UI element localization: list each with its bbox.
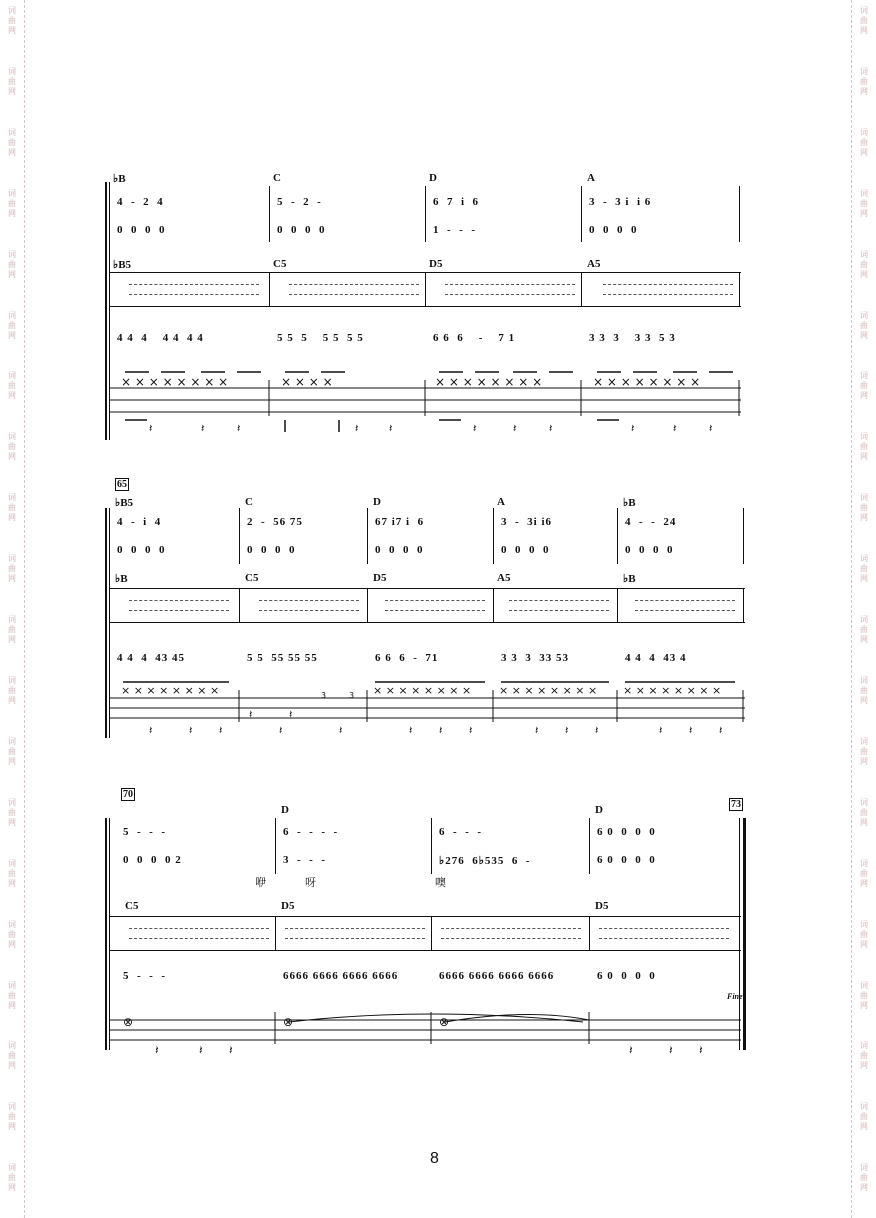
svg-text:𝄽: 𝄽 <box>389 422 393 435</box>
guitar-chord: ♭B5 <box>113 259 132 271</box>
watermark-glyph: 词 <box>8 554 16 564</box>
watermark-glyph-group <box>860 67 868 122</box>
svg-text:⊗: ⊗ <box>123 1015 134 1029</box>
watermark-glyph: 网 <box>860 330 868 340</box>
harmony-measure: 3 - - - <box>283 854 326 866</box>
svg-text:𝄽: 𝄽 <box>719 724 723 737</box>
watermark-glyph: 词 <box>860 6 868 15</box>
watermark-glyph: 网 <box>8 391 16 401</box>
svg-text:𝄽: 𝄽 <box>629 1043 633 1057</box>
watermark-glyph: 网 <box>8 939 16 949</box>
harmony-measure: 0 0 0 0 <box>375 544 424 556</box>
melody-chord: D <box>373 496 381 508</box>
watermark-glyph: 曲 <box>8 868 16 878</box>
watermark-glyph: 词 <box>8 66 16 76</box>
bass-measure: 5 5 5 5 5 5 5 <box>277 332 364 344</box>
melody-chord: ♭B <box>113 173 126 185</box>
svg-text:× × × × × × × ×: × × × × × × × × <box>121 684 220 697</box>
watermark-glyph: 网 <box>860 513 868 523</box>
melody-chord: C <box>273 172 281 184</box>
watermark-glyph: 词 <box>860 615 868 625</box>
bass-measure: 6666 6666 6666 6666 <box>439 970 555 982</box>
watermark-glyph-group <box>8 493 16 548</box>
svg-text:𝄽: 𝄽 <box>595 724 599 737</box>
watermark-glyph: 曲 <box>8 442 16 452</box>
page-number: 8 <box>430 1150 439 1167</box>
melody-measure: 2 - 56 75 <box>247 516 303 528</box>
watermark-glyph: 网 <box>860 147 868 157</box>
watermark-glyph: 词 <box>860 736 868 746</box>
bass-measure: 5 5 55 55 55 <box>247 652 318 664</box>
watermark-glyph: 词 <box>8 371 16 381</box>
watermark-glyph: 曲 <box>860 16 868 25</box>
watermark-glyph: 词 <box>8 919 16 929</box>
watermark-glyph: 曲 <box>8 929 16 939</box>
watermark-glyph: 词 <box>8 797 16 807</box>
watermark-glyph: 曲 <box>8 625 16 635</box>
svg-text:⊗: ⊗ <box>283 1015 294 1029</box>
svg-text:𝄽: 𝄽 <box>473 422 477 435</box>
guitar-staff <box>109 588 745 624</box>
watermark-glyph: 网 <box>8 86 16 96</box>
svg-text:𝄽: 𝄽 <box>339 724 343 737</box>
system-2 <box>105 478 747 738</box>
watermark-glyph: 网 <box>8 330 16 340</box>
watermark-glyph: 曲 <box>8 503 16 513</box>
watermark-glyph: 网 <box>8 513 16 523</box>
watermark-glyph: 词 <box>860 1102 868 1112</box>
harmony-measure: 1 - - - <box>433 224 476 236</box>
watermark-glyph: 曲 <box>8 320 16 330</box>
watermark-glyph: 网 <box>860 817 868 827</box>
watermark-glyph: 曲 <box>8 381 16 391</box>
watermark-glyph: 曲 <box>860 1051 868 1061</box>
watermark-glyph: 词 <box>860 127 868 137</box>
svg-text:𝄽: 𝄽 <box>409 724 413 737</box>
bass-measure: 4 4 4 4 4 4 4 <box>117 332 204 344</box>
bass-measure: 3 3 3 3 3 5 3 <box>589 332 676 344</box>
harmony-measure: ♭276 6♭535 6 - <box>439 854 531 867</box>
svg-text:𝄽: 𝄽 <box>565 724 569 737</box>
watermark-glyph: 曲 <box>8 16 16 25</box>
guitar-chord: D5 <box>429 258 443 270</box>
svg-text:𝄽: 𝄽 <box>201 422 205 435</box>
melody-measure: 67 i7 i 6 <box>375 516 425 528</box>
watermark-glyph: 曲 <box>860 503 868 513</box>
watermark-glyph: 曲 <box>860 1173 868 1183</box>
drum-staff <box>109 998 745 1058</box>
svg-text:𝄽: 𝄽 <box>249 708 253 721</box>
svg-text:× × × × × × × ×: × × × × × × × × <box>623 684 722 697</box>
watermark-glyph: 曲 <box>860 137 868 147</box>
harmony-measure: 0 0 0 0 <box>277 224 326 236</box>
guitar-chord: C5 <box>245 572 259 584</box>
watermark-glyph: 曲 <box>860 625 868 635</box>
watermark-glyph: 词 <box>860 554 868 564</box>
harmony-measure: 0 0 0 0 2 <box>123 854 182 866</box>
svg-text:3: 3 <box>349 691 355 700</box>
melody-measure: 6 - - - <box>439 826 482 838</box>
svg-text:𝄽: 𝄽 <box>149 422 153 435</box>
watermark-glyph: 网 <box>8 147 16 157</box>
watermark-glyph: 网 <box>860 452 868 462</box>
melody-chord: ♭B <box>623 497 636 509</box>
watermark-glyph: 词 <box>860 310 868 320</box>
watermark-glyph-group <box>860 737 868 792</box>
guitar-chord: D5 <box>373 572 387 584</box>
melody-measure: 3 - 3i i6 <box>501 516 553 528</box>
watermark-glyph-group <box>8 250 16 305</box>
svg-text:𝄽: 𝄽 <box>229 1043 233 1057</box>
watermark-glyph: 词 <box>8 1163 16 1173</box>
measure-number: 65 <box>117 479 127 490</box>
svg-text:𝄽: 𝄽 <box>689 724 693 737</box>
watermark-glyph: 词 <box>860 249 868 259</box>
svg-text:𝄽: 𝄽 <box>669 1043 673 1057</box>
fine-label: Fine <box>727 992 743 1001</box>
harmony-measure: 0 0 0 0 <box>117 544 166 556</box>
svg-text:𝄽: 𝄽 <box>355 422 359 435</box>
watermark-glyph: 网 <box>8 635 16 645</box>
watermark-glyph: 曲 <box>8 259 16 269</box>
watermark-glyph: 网 <box>860 86 868 96</box>
watermark-glyph: 网 <box>860 208 868 218</box>
watermark-glyph-group <box>8 859 16 914</box>
bass-measure: 6666 6666 6666 6666 <box>283 970 399 982</box>
watermark-glyph-group <box>860 798 868 853</box>
svg-text:𝄽: 𝄽 <box>149 724 153 737</box>
guitar-chord: C5 <box>273 258 287 270</box>
watermark-glyph-group <box>8 128 16 183</box>
watermark-glyph: 词 <box>860 493 868 503</box>
svg-text:𝄽: 𝄽 <box>673 422 677 435</box>
watermark-glyph-group <box>8 737 16 792</box>
watermark-glyph: 网 <box>8 1122 16 1132</box>
watermark-glyph: 词 <box>8 1041 16 1051</box>
guitar-chord: D5 <box>595 900 609 912</box>
svg-text:3: 3 <box>321 691 327 700</box>
watermark-glyph: 词 <box>860 432 868 442</box>
watermark-glyph: 曲 <box>8 564 16 574</box>
melody-measure: 5 - 2 - <box>277 196 322 208</box>
svg-text:𝄽: 𝄽 <box>699 1043 703 1057</box>
watermark-glyph: 网 <box>860 1183 868 1193</box>
melody-chord: D <box>429 172 437 184</box>
watermark-glyph: 曲 <box>860 807 868 817</box>
watermark-glyph-group <box>860 554 868 609</box>
watermark-glyph: 曲 <box>8 137 16 147</box>
watermark-glyph-group <box>860 493 868 548</box>
watermark-glyph: 曲 <box>860 685 868 695</box>
lyric: 呀 <box>305 876 316 889</box>
watermark-glyph: 网 <box>860 1122 868 1132</box>
harmony-measure: 0 0 0 0 <box>625 544 674 556</box>
watermark-glyph-group <box>860 128 868 183</box>
watermark-glyph: 网 <box>8 208 16 218</box>
guitar-chord: ♭B <box>115 573 128 585</box>
svg-text:𝄽: 𝄽 <box>631 422 635 435</box>
lyric: 噢 <box>435 876 446 889</box>
svg-text:𝄽: 𝄽 <box>535 724 539 737</box>
watermark-glyph: 网 <box>8 574 16 584</box>
watermark-glyph: 网 <box>8 269 16 279</box>
watermark-glyph: 曲 <box>8 198 16 208</box>
svg-text:𝄽: 𝄽 <box>469 724 473 737</box>
watermark-glyph: 词 <box>8 6 16 15</box>
watermark-glyph-group <box>860 6 868 61</box>
svg-text:𝄽: 𝄽 <box>219 724 223 737</box>
watermark-glyph: 网 <box>8 1183 16 1193</box>
melody-chord: A <box>587 172 595 184</box>
watermark-glyph: 词 <box>8 493 16 503</box>
watermark-glyph-group <box>860 371 868 426</box>
watermark-glyph: 曲 <box>8 746 16 756</box>
melody-measure: 3 - 3 i i 6 <box>589 196 652 208</box>
watermark-glyph: 词 <box>8 615 16 625</box>
watermark-glyph: 曲 <box>8 76 16 86</box>
watermark-glyph: 网 <box>860 756 868 766</box>
melody-chord: C <box>245 496 253 508</box>
watermark-glyph: 曲 <box>860 746 868 756</box>
watermark-glyph: 曲 <box>8 990 16 1000</box>
watermark-glyph: 词 <box>860 919 868 929</box>
watermark-glyph-group <box>8 371 16 426</box>
guitar-chord: C5 <box>125 900 139 912</box>
svg-text:𝄽: 𝄽 <box>189 724 193 737</box>
watermark-glyph: 曲 <box>860 442 868 452</box>
melody-chord: D <box>281 804 289 816</box>
svg-text:× × × × × × × ×: × × × × × × × × <box>593 375 701 389</box>
watermark-glyph: 词 <box>8 310 16 320</box>
watermark-glyph-group <box>8 1163 16 1218</box>
melody-chord: A <box>497 496 505 508</box>
watermark-glyph-group <box>8 311 16 366</box>
watermark-glyph: 曲 <box>860 1112 868 1122</box>
watermark-glyph-group <box>860 189 868 244</box>
bass-measure: 5 - - - <box>123 970 166 982</box>
watermark-glyph: 词 <box>8 1102 16 1112</box>
system-3 <box>105 788 747 1060</box>
guitar-chord: A5 <box>497 572 511 584</box>
svg-text:𝄽: 𝄽 <box>199 1043 203 1057</box>
watermark-glyph: 词 <box>8 858 16 868</box>
watermark-glyph-group <box>860 859 868 914</box>
drum-staff <box>109 678 749 738</box>
watermark-glyph: 词 <box>8 188 16 198</box>
watermark-glyph-group <box>860 432 868 487</box>
melody-measure: 6 - - - - <box>283 826 339 838</box>
watermark-glyph: 曲 <box>8 685 16 695</box>
guitar-chord: ♭B <box>623 573 636 585</box>
watermark-glyph: 网 <box>8 1061 16 1071</box>
guitar-chord: D5 <box>281 900 295 912</box>
watermark-glyph-group <box>860 250 868 305</box>
watermark-glyph: 网 <box>860 269 868 279</box>
svg-text:⊗: ⊗ <box>439 1015 450 1029</box>
svg-text:𝄽: 𝄽 <box>549 422 553 435</box>
watermark-glyph: 网 <box>8 695 16 705</box>
watermark-glyph: 词 <box>8 432 16 442</box>
svg-text:𝄽: 𝄽 <box>439 724 443 737</box>
watermark-glyph: 网 <box>8 878 16 888</box>
harmony-measure: 0 0 0 0 <box>501 544 550 556</box>
watermark-glyph: 网 <box>860 939 868 949</box>
watermark-glyph: 曲 <box>860 381 868 391</box>
svg-text:𝄽: 𝄽 <box>237 422 241 435</box>
watermark-glyph: 词 <box>860 188 868 198</box>
watermark-glyph-group <box>8 798 16 853</box>
watermark-glyph: 词 <box>8 675 16 685</box>
measure-number: 70 <box>123 789 133 800</box>
watermark-glyph: 曲 <box>860 929 868 939</box>
watermark-glyph: 词 <box>8 736 16 746</box>
watermark-glyph-group <box>8 615 16 670</box>
watermark-glyph-group <box>8 1102 16 1157</box>
watermark-glyph-group <box>860 1041 868 1096</box>
bass-measure: 3 3 3 33 53 <box>501 652 569 664</box>
watermark-glyph: 曲 <box>8 1051 16 1061</box>
watermark-glyph-group <box>860 615 868 670</box>
watermark-glyph-group <box>8 6 16 61</box>
watermark-glyph: 词 <box>860 797 868 807</box>
bass-measure: 4 4 4 43 45 <box>117 652 185 664</box>
watermark-glyph-group <box>860 1163 868 1218</box>
watermark-glyph: 曲 <box>860 868 868 878</box>
watermark-glyph: 词 <box>8 980 16 990</box>
watermark-glyph-group <box>860 920 868 975</box>
watermark-glyph-group <box>860 981 868 1036</box>
bass-measure: 4 4 4 43 4 <box>625 652 687 664</box>
watermark-glyph: 网 <box>8 452 16 462</box>
melody-chord: ♭B5 <box>115 497 134 509</box>
bass-measure: 6 6 6 - 7 1 <box>433 332 516 344</box>
lyric: 咿 <box>255 876 266 889</box>
watermark-glyph: 曲 <box>860 259 868 269</box>
watermark-glyph: 网 <box>8 26 16 35</box>
watermark-glyph: 曲 <box>8 807 16 817</box>
watermark-glyph: 曲 <box>860 198 868 208</box>
watermark-glyph: 词 <box>860 980 868 990</box>
svg-text:𝄽: 𝄽 <box>513 422 517 435</box>
harmony-measure: 6 0 0 0 0 <box>597 854 656 866</box>
svg-text:× × × × × × × ×: × × × × × × × × <box>121 375 229 389</box>
watermark-glyph: 网 <box>860 391 868 401</box>
watermark-glyph: 网 <box>860 695 868 705</box>
melody-measure: 6 0 0 0 0 <box>597 826 656 838</box>
watermark-glyph: 网 <box>860 878 868 888</box>
svg-text:× × × × × × × ×: × × × × × × × × <box>435 375 543 389</box>
system-1 <box>105 168 747 440</box>
watermark-glyph-group <box>860 311 868 366</box>
watermark-glyph: 曲 <box>860 76 868 86</box>
watermark-glyph-group <box>860 676 868 731</box>
drum-staff <box>109 366 745 440</box>
svg-text:× × × × × × × ×: × × × × × × × × <box>373 684 472 697</box>
watermark-glyph: 网 <box>860 574 868 584</box>
watermark-glyph-group <box>8 554 16 609</box>
melody-measure: 5 - - - <box>123 826 166 838</box>
watermark-glyph: 曲 <box>860 564 868 574</box>
watermark-right <box>851 0 876 1218</box>
watermark-glyph: 词 <box>860 66 868 76</box>
watermark-glyph: 网 <box>860 635 868 645</box>
watermark-glyph-group <box>8 432 16 487</box>
guitar-staff <box>109 272 741 308</box>
svg-text:𝄽: 𝄽 <box>279 724 283 737</box>
watermark-glyph-group <box>8 67 16 122</box>
watermark-glyph: 词 <box>860 1041 868 1051</box>
watermark-glyph-group <box>8 920 16 975</box>
watermark-left <box>0 0 25 1218</box>
watermark-glyph: 网 <box>860 26 868 35</box>
svg-text:× × × ×: × × × × <box>281 375 333 389</box>
watermark-glyph: 词 <box>860 1163 868 1173</box>
watermark-glyph: 网 <box>8 756 16 766</box>
watermark-glyph: 网 <box>8 817 16 827</box>
melody-measure: 4 - 2 4 <box>117 196 164 208</box>
svg-text:𝄽: 𝄽 <box>155 1043 159 1057</box>
watermark-glyph-group <box>8 1041 16 1096</box>
svg-text:𝄽: 𝄽 <box>659 724 663 737</box>
watermark-glyph: 曲 <box>8 1173 16 1183</box>
bass-measure: 6 0 0 0 0 <box>597 970 656 982</box>
svg-text:× × × × × × × ×: × × × × × × × × <box>499 684 598 697</box>
watermark-glyph: 词 <box>860 371 868 381</box>
watermark-glyph: 网 <box>860 1061 868 1071</box>
watermark-glyph: 网 <box>860 1000 868 1010</box>
melody-measure: 4 - - 24 <box>625 516 677 528</box>
melody-measure: 6 7 i 6 <box>433 196 480 208</box>
watermark-glyph: 曲 <box>8 1112 16 1122</box>
bass-measure: 6 6 6 - 71 <box>375 652 439 664</box>
watermark-glyph-group <box>8 189 16 244</box>
harmony-measure: 0 0 0 0 <box>589 224 638 236</box>
harmony-measure: 0 0 0 0 <box>117 224 166 236</box>
watermark-glyph: 词 <box>860 675 868 685</box>
watermark-glyph-group <box>8 981 16 1036</box>
svg-text:𝄽: 𝄽 <box>709 422 713 435</box>
watermark-glyph-group <box>8 676 16 731</box>
watermark-glyph: 词 <box>8 249 16 259</box>
svg-text:𝄽: 𝄽 <box>289 708 293 721</box>
watermark-glyph: 词 <box>860 858 868 868</box>
watermark-glyph: 网 <box>8 1000 16 1010</box>
watermark-glyph: 曲 <box>860 320 868 330</box>
guitar-staff <box>109 916 741 952</box>
melody-measure: 4 - i 4 <box>117 516 162 528</box>
harmony-measure: 0 0 0 0 <box>247 544 296 556</box>
watermark-glyph: 曲 <box>860 990 868 1000</box>
guitar-chord: A5 <box>587 258 601 270</box>
watermark-glyph: 词 <box>8 127 16 137</box>
end-measure-number: 73 <box>731 799 741 810</box>
watermark-glyph-group <box>860 1102 868 1157</box>
melody-chord: D <box>595 804 603 816</box>
